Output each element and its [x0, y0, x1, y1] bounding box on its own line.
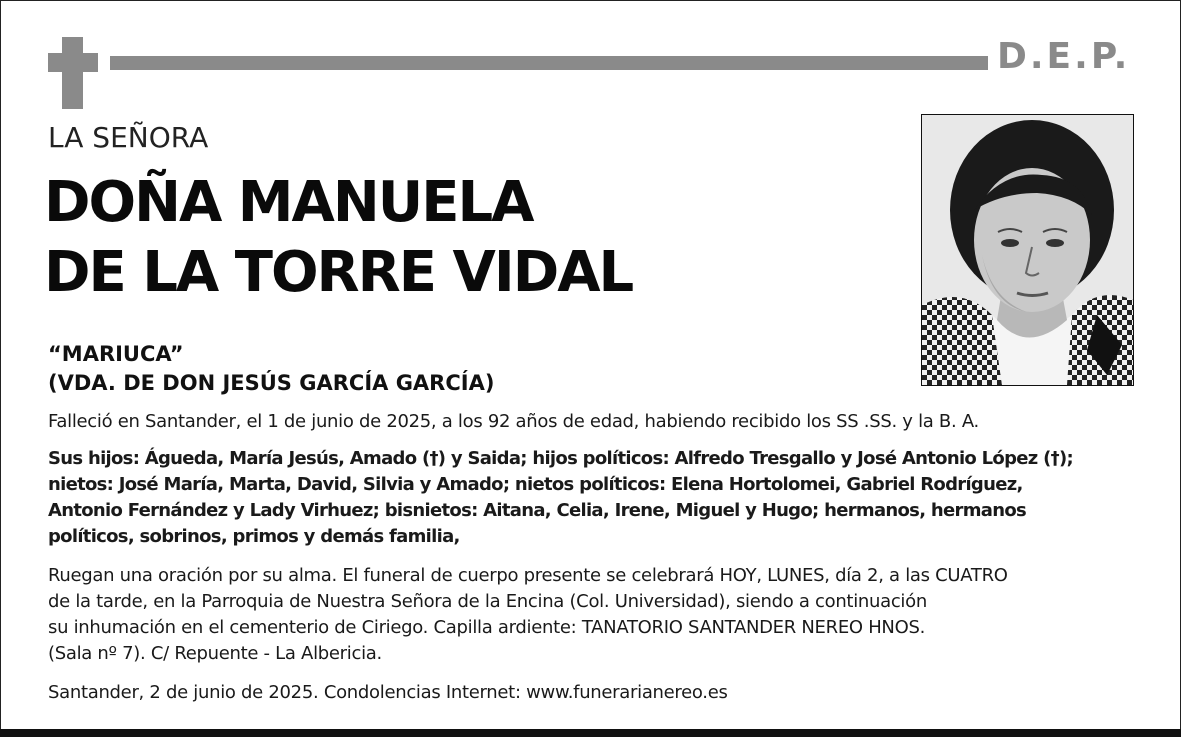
cross-icon [62, 37, 83, 109]
service-line: de la tarde, en la Parroquia de Nuestra Señora de la Encina (Col. Universidad), siendo a continuación [48, 591, 927, 612]
footer-line: Santander, 2 de junio de 2025. Condolencias Internet: www.funerarianereo.es [48, 682, 728, 703]
header-rule [110, 56, 988, 70]
service-line: su inhumación en el cementerio de Ciriego. Capilla ardiente: TANATORIO SANTANDER NEREO HNOS. [48, 617, 926, 638]
service-line: (Sala nº 7). C/ Repuente - La Albericia. [48, 643, 382, 664]
family-line: Antonio Fernández y Lady Virhuez; bisnietos: Aitana, Celia, Irene, Miguel y Hugo; hermanos, hermanos [48, 500, 1026, 521]
dep-label: D.E.P. [997, 36, 1131, 77]
nickname: “MARIUCA” [48, 342, 184, 366]
family-line: Sus hijos: Águeda, María Jesús, Amado (†) y Saida; hijos políticos: Alfredo Tresgallo y José Antonio López (†); [48, 448, 1073, 469]
portrait-photo-drawing [922, 115, 1133, 385]
cross-icon-arm [48, 53, 98, 72]
family-line: políticos, sobrinos, primos y demás familia, [48, 526, 460, 547]
family-paragraph [48, 446, 1138, 550]
deceased-name [44, 168, 632, 308]
name-line-1: DOÑA MANUELA [44, 170, 533, 235]
service-line: Ruegan una oración por su alma. El funeral de cuerpo presente se celebrará HOY, LUNES, día 2, a las CUATRO [48, 565, 1008, 586]
name-line-2: DE LA TORRE VIDAL [44, 240, 633, 305]
family-line: nietos: José María, Marta, David, Silvia y Amado; nietos políticos: Elena Hortolomei, Gabriel Rodríguez, [48, 474, 1023, 495]
widow-of: (VDA. DE DON JESÚS GARCÍA GARCÍA) [48, 371, 495, 395]
service-paragraph [48, 563, 1138, 667]
bottom-rule [0, 729, 1181, 737]
honorific: LA SEÑORA [48, 121, 209, 154]
death-notice: Falleció en Santander, el 1 de junio de 2025, a los 92 años de edad, habiendo recibido los SS .SS. y la B. A. [48, 411, 979, 432]
portrait-photo [921, 114, 1134, 386]
